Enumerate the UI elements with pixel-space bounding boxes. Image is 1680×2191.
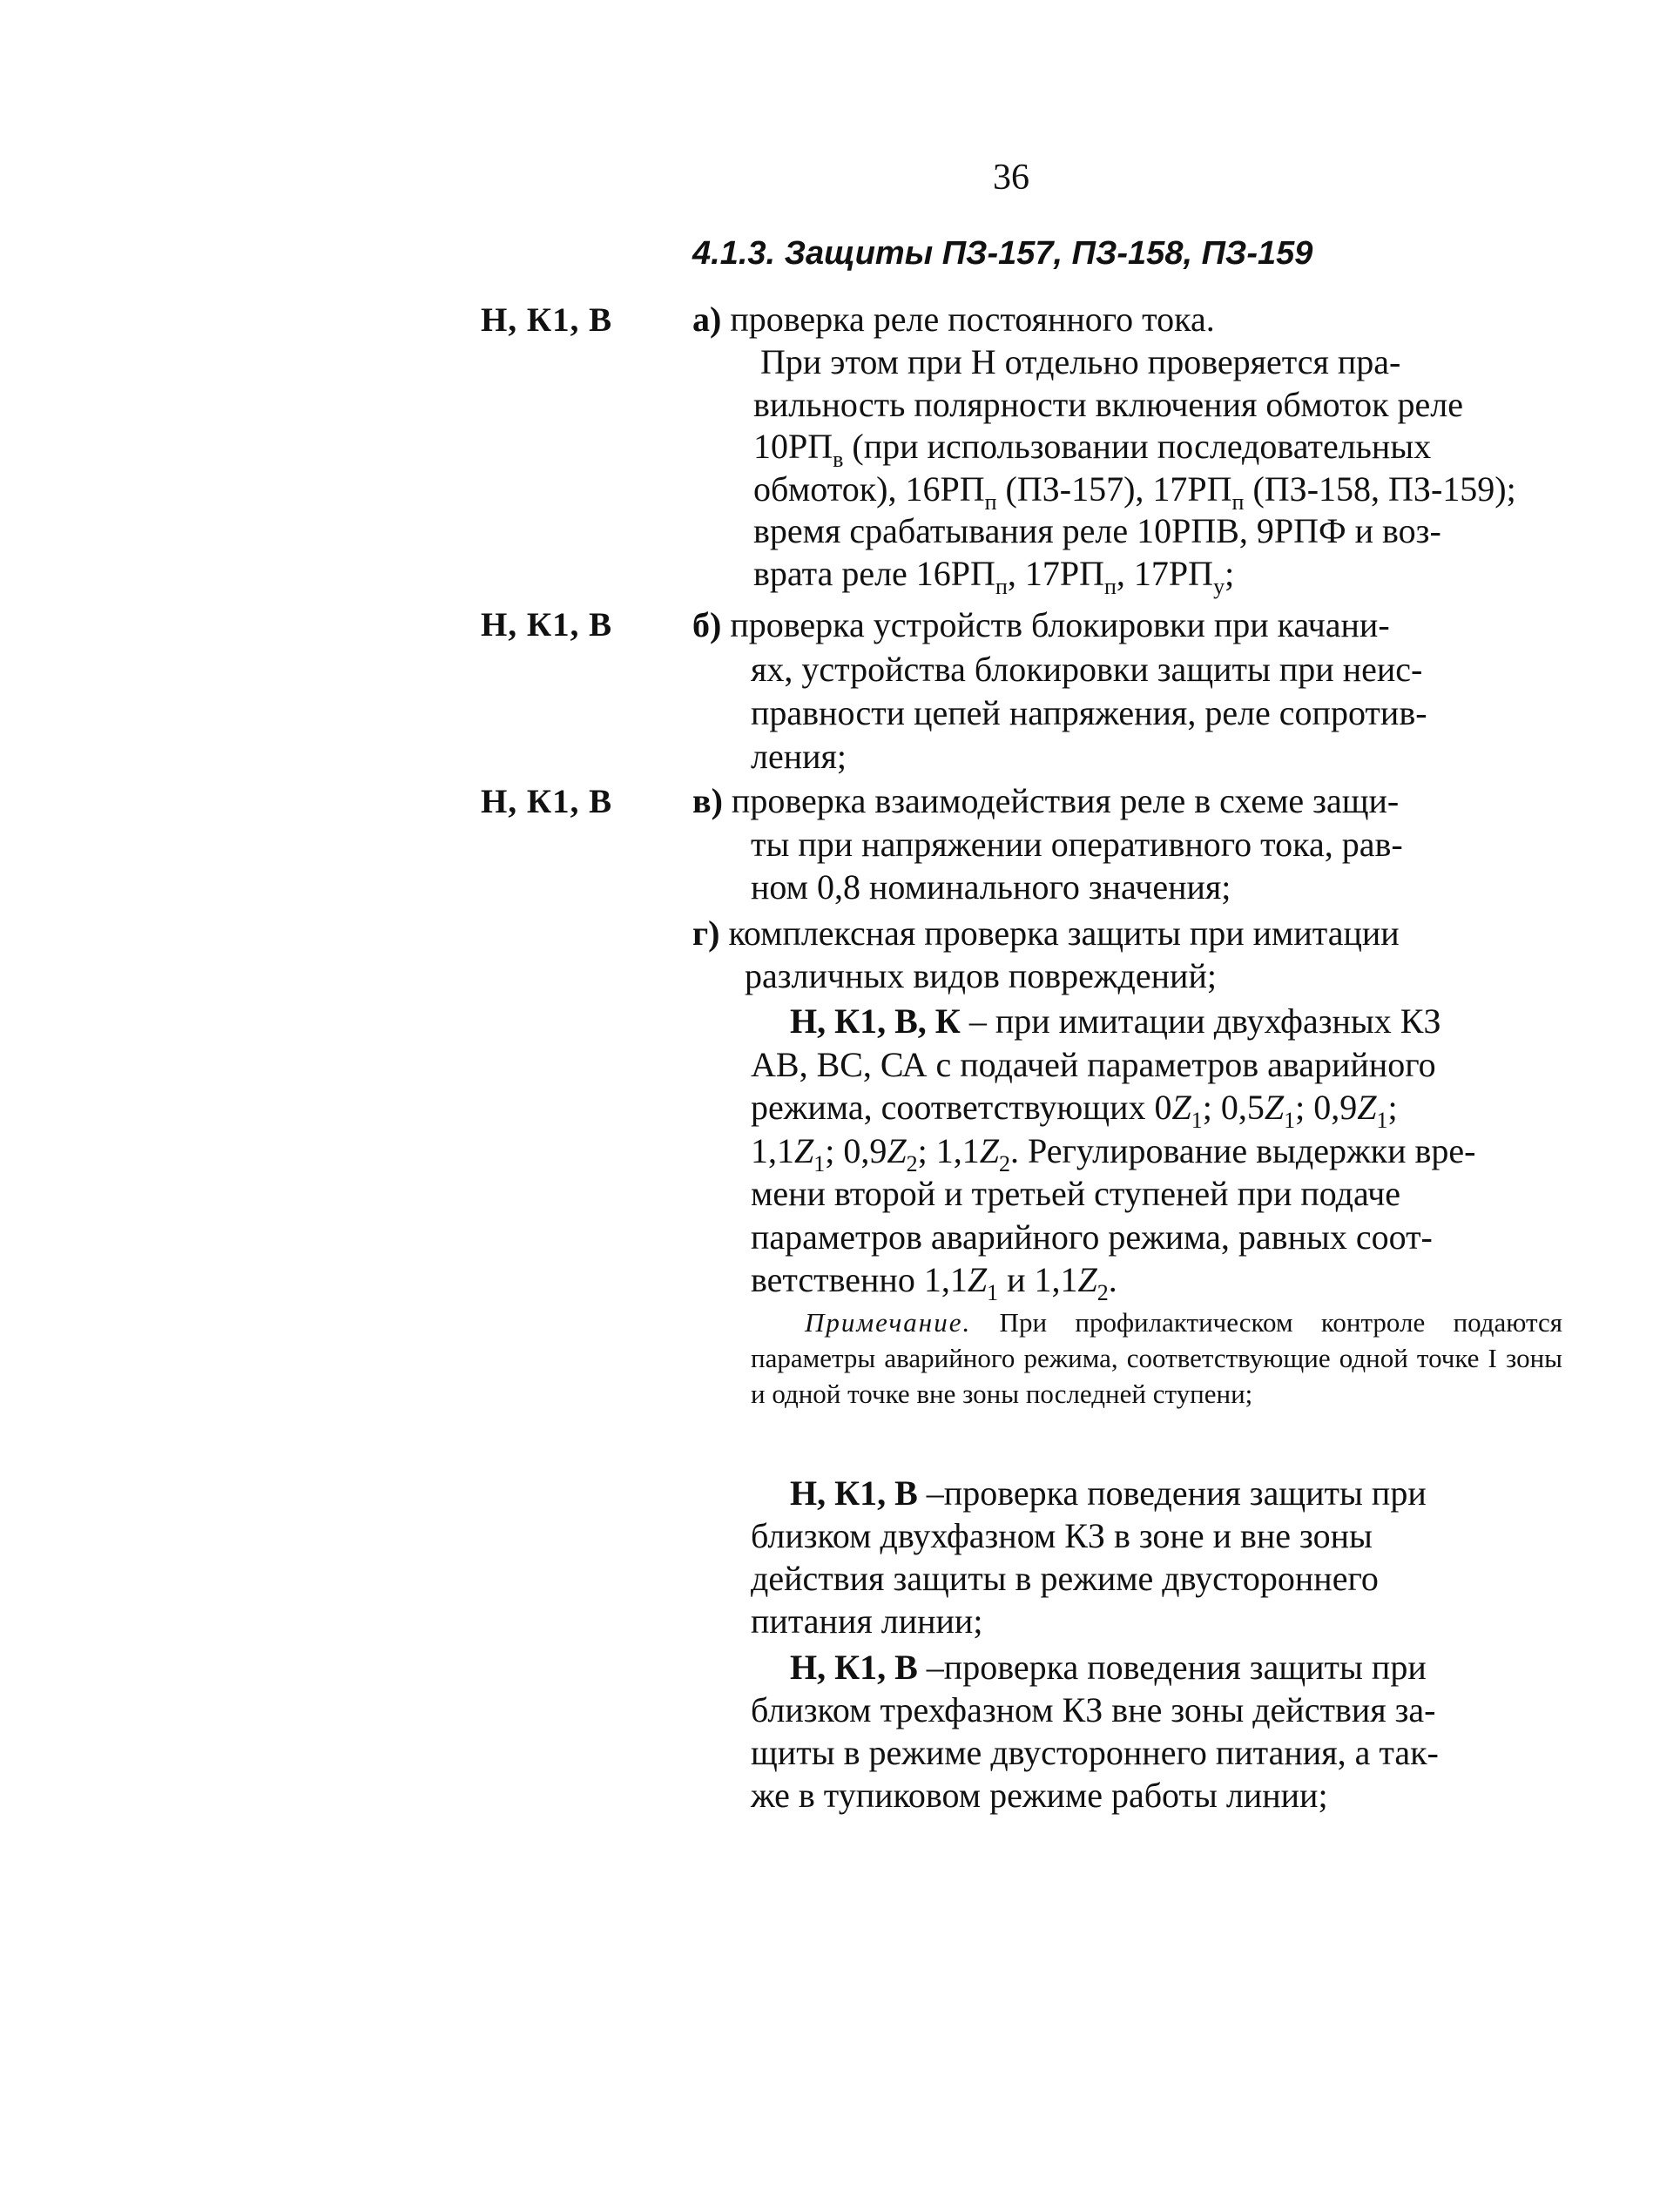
- sub1-label: Н, К1, В, К: [790, 1001, 961, 1041]
- item-v-line3: ном 0,8 номинального значения;: [751, 867, 1231, 907]
- sub1-line2: АВ, ВС, СА с подачей параметров аварийного: [751, 1044, 1436, 1084]
- item-a-line6: врата реле $16РП_п$, $17РП_п$, $17РП_у$;: [753, 553, 1235, 599]
- sub1-line7: ветственно $1,1Z_1$ и $1,1Z_2$.: [751, 1260, 1117, 1305]
- section-heading: 4.1.3. Защиты ПЗ-157, ПЗ-158, ПЗ-159: [692, 235, 1313, 272]
- note: [751, 1304, 1562, 1412]
- item-a-marker: а): [692, 300, 722, 339]
- sub3-block: [751, 1646, 1561, 1817]
- sub3-line2: близком трехфазном КЗ вне зоны действия за-: [751, 1690, 1436, 1729]
- item-g-marker: г): [692, 913, 720, 953]
- item-a-line2: вильность полярности включения обмоток реле: [753, 384, 1463, 424]
- item-v-line2: ты при напряжении оперативного тока, рав-: [751, 825, 1403, 864]
- side-label-a: Н, К1, В: [481, 301, 613, 339]
- note-text: При профилактическом контроле подаются параметры аварийного режима, соответствующие одной точке I зоны и одной точке вне зоны последней ступени;: [751, 1307, 1562, 1409]
- item-a-line4: обмоток), $16РП_п$ (ПЗ-157), $17РП_п$ (ПЗ-158, ПЗ-159);: [753, 469, 1516, 515]
- sub1-block: [751, 1000, 1561, 1305]
- item-a-detail: [753, 341, 1555, 599]
- item-b-line2: ях, устройства блокировки защиты при неис-: [751, 650, 1423, 689]
- sub1-line6: параметров аварийного режима, равных соот-: [751, 1217, 1433, 1257]
- sub2-line4: питания линии;: [751, 1601, 983, 1641]
- item-v-marker: в): [692, 781, 723, 820]
- sub3-label: Н, К1, В: [790, 1648, 918, 1687]
- item-a-line5: время срабатывания реле 10РПВ, 9РПФ и воз-: [753, 511, 1441, 550]
- item-v-cont: [751, 823, 1556, 908]
- sub1-line5: мени второй и третьей ступеней при подаче: [751, 1174, 1401, 1213]
- sub3-line1: Н, К1, В –проверка поведения защиты при: [790, 1648, 1427, 1687]
- item-a-line3: $10РП_в$ (при использовании последовательных: [753, 427, 1432, 472]
- item-b-cont: [751, 648, 1556, 779]
- item-g-line1: комплексная проверка защиты при имитации: [728, 913, 1400, 953]
- sub1-line3: режима, соответствующих $0Z_1$; $0,5Z_1$; $0,9Z_1$;: [751, 1088, 1398, 1133]
- item-v: [692, 780, 1555, 822]
- sub2-line2: близком двухфазном КЗ в зоне и вне зоны: [751, 1516, 1373, 1555]
- sub1-line1: Н, К1, В, К – при имитации двухфазных КЗ: [790, 1001, 1441, 1041]
- item-b-line4: ления;: [751, 737, 847, 776]
- item-b-line3: правности цепей напряжения, реле сопротив-: [751, 693, 1427, 732]
- sub2-label: Н, К1, В: [790, 1473, 918, 1513]
- sub3-line3: щиты в режиме двустороннего питания, а так-: [751, 1733, 1439, 1772]
- page-number: 36: [993, 158, 1029, 198]
- item-a-text: проверка реле постоянного тока.: [730, 300, 1215, 339]
- item-v-line1: проверка взаимодействия реле в схеме защи-: [731, 781, 1400, 820]
- sub2-block: [751, 1472, 1561, 1642]
- sub2-line3: действия защиты в режиме двустороннего: [751, 1559, 1379, 1598]
- item-b-marker: б): [692, 605, 722, 644]
- item-b-line1: проверка устройств блокировки при качани-: [730, 605, 1390, 644]
- sub3-line4: же в тупиковом режиме работы линии;: [751, 1776, 1328, 1815]
- side-label-b: Н, К1, В: [481, 606, 613, 644]
- item-a-line1: При этом при Н отдельно проверяется пра-: [760, 342, 1401, 381]
- item-g-cont: [745, 955, 1550, 997]
- sub2-line1: Н, К1, В –проверка поведения защиты при: [790, 1473, 1427, 1513]
- item-a: [692, 299, 1215, 340]
- item-g-line2: различных видов повреждений;: [745, 956, 1217, 995]
- sub1-line4: $1,1Z_1$; $0,9Z_2$; $1,1Z_2$. Регулирование выдержки вре-: [751, 1130, 1476, 1176]
- note-title: Примечание.: [805, 1307, 972, 1338]
- item-g: [692, 913, 1555, 954]
- side-label-v: Н, К1, В: [481, 783, 613, 820]
- item-b: [692, 604, 1555, 646]
